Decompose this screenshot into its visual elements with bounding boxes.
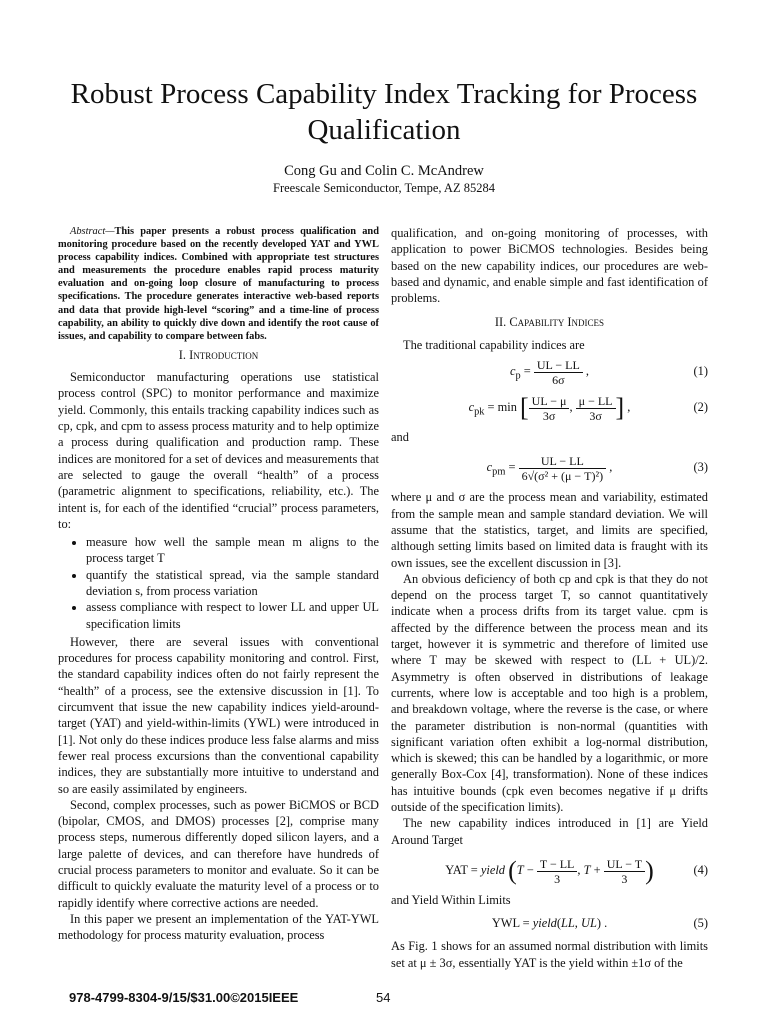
- equation-5: YWL = yield(LL, UL) . (5): [391, 912, 708, 934]
- equation-number: (3): [693, 460, 708, 475]
- intro-continuation: qualification, and on-going monitoring of processes, with application to power BiCMOS technologies. Besides being based on the new capability indices, our procedures are web-based and dynamic, and enable simple and fast identification of problems.: [391, 226, 708, 306]
- page-number: 54: [376, 990, 391, 1005]
- abstract-lead: Abstract—: [70, 226, 115, 237]
- capability-paragraph-3: The new capability indices introduced in [1] are Yield Around Target: [391, 816, 708, 847]
- equation-number: (2): [693, 400, 708, 415]
- equation-1: $c_p$ = $\frac{UL - LL}{6\sigma}$ , (1): [509, 357, 708, 387]
- bullet-item: • quantify the statistical spread, via the sample standard deviation s, from process variation: [86, 567, 379, 600]
- capability-paragraph-2: An obvious deficiency of both cp and cpk is that they do not depend on the process target T, so cannot quantitatively indicate when a process drifts from its target value. cpm is affected by the difference between the process mean and its target, however it is symmetric and therefore of limited use where T may be skewed with respect to (LL + UL)/2. Asymmetry is often observed in distributions of leakage currents, where low is acceptable and too high is a problem, and breakdown voltage, where the reverse is the case, or where the parameter distribution is non-normal (quantities with significant variation often exhibit a log-normal distribution, which is skewed; this can be handled by a logarithmic, or more generally Box-Cox [4], transformation). None of these indices has intuitive bounds (cpk even becomes negative if μ drifts outside of the specification limits).: [391, 571, 708, 815]
- equation-3: $c_{pm}$ = $\frac{UL - LL}{\text{6√(σ² + (μ − T)²)}}$ , (3): [391, 449, 708, 485]
- capability-paragraph-4: As Fig. 1 shows for an assumed normal distribution with limits set at μ ± 3σ, essentially YAT is the yield within ±1σ of the: [391, 939, 708, 970]
- left-column: [58, 225, 379, 944]
- equation-number: (5): [693, 916, 708, 931]
- section-heading-introduction: [58, 347, 379, 363]
- equation-number: (4): [693, 862, 708, 877]
- bullet-item: • assess compliance with respect to lower LL and upper UL specification limits: [86, 599, 379, 632]
- capability-intro: The traditional capability indices are: [403, 337, 585, 352]
- intro-paragraph-3: Second, complex processes, such as power BiCMOS or BCD (bipolar, CMOS, and DMOS) processes [2], comprise many process steps, numerous differently doped silicon layers, and a large palette of devices, and can therefore have hundreds of crucial process parameters to monitor and evaluate. So it can be difficult to quickly evaluate the maturity level of a process or to rapidly identify where corrective actions are needed.: [58, 797, 379, 910]
- paper-title: Robust Process Capability Index Tracking for Process Qualification: [70, 78, 698, 146]
- intro-paragraph-4: In this paper we present an implementation of the YAT-YWL methodology for process maturity evaluation, process: [58, 911, 379, 943]
- capability-paragraph-1: where μ and σ are the process mean and variability, estimated from the sample mean and sample standard deviation. We will assume that the statistics, target, and limits are specified, although setting limits based on limited data is fraught with its own issues, see the excellent discussion in [3].: [391, 490, 708, 570]
- authors: Cong Gu and Colin C. McAndrew: [284, 163, 484, 179]
- intro-paragraph-2: However, there are several issues with conventional procedures for process capability monitoring and control. First, the standard capability indices often do not fairly represent the “health” of a process, see the extensive discussion in [1]. To circumvent that issue the new capability indices yield-around-target (YAT) and yield-within-limits (YWL) were introduced in [1]. Not only do these indices produce less false alarms and miss fewer real process excursions than the conventional capability indices, they are substantially more intuitive to understand and so are easily assimilated by engineers.: [58, 634, 379, 796]
- abstract-text: This paper presents a robust process qualification and monitoring procedure based on the recently developed YAT and YWL process capability indices. Combined with appropriate test structures and measurements the procedure enables rapid process maturity evaluation and on-going loop closure of manufacturing to process specifications. The procedure generates interactive web-based reports and data that provide high-level “scoring” and a time-line of process capability, an ability to quickly dive down and identify the root cause of issues, and capability to compare between fabs.: [58, 226, 379, 342]
- bullet-list: [58, 534, 379, 632]
- bullet-item: • measure how well the sample mean m aligns to the process target T: [86, 534, 379, 567]
- section-number: I.: [178, 347, 186, 362]
- section-title: Capability Indices: [509, 315, 605, 330]
- ywl-intro: and Yield Within Limits: [391, 892, 511, 907]
- intro-paragraph-1: Semiconductor manufacturing operations use statistical process control (SPC) to monitor performance and maximize yield. Commonly, this entails tracking capability indices such as cp, cpk, and cpm to assess process maturity and to help optimize a process during qualification and production ramp. These indices are monitored for a set of devices and measurements that are selected to gauge the overall “health” of a process (parametric alignment to specifications, reliability, etc.). The intent is, for each of the identified “crucial” process parameters, to:: [58, 370, 379, 531]
- section-heading-capability: [391, 314, 708, 330]
- section-title: Introduction: [189, 347, 259, 362]
- and-text: and: [391, 430, 409, 445]
- section-number: II.: [494, 315, 507, 330]
- right-column: [391, 225, 708, 971]
- copyright-footer: 978-4799-8304-9/15/$31.00©2015IEEE: [69, 990, 299, 1005]
- affiliation: Freescale Semiconductor, Tempe, AZ 85284: [273, 181, 495, 195]
- equation-2: $c_{pk} = \min$ [ $\frac{UL - \mu}{3\sigma}$ , $\frac{\mu - LL}{3\sigma}$ ] , (2): [391, 389, 708, 425]
- equation-number: (1): [693, 364, 708, 379]
- equation-4: YAT = yield (T − $\frac{T - LL}{3}$ , T + $\frac{UL - T}{3}$ ) (4): [391, 852, 708, 888]
- abstract: [58, 225, 379, 343]
